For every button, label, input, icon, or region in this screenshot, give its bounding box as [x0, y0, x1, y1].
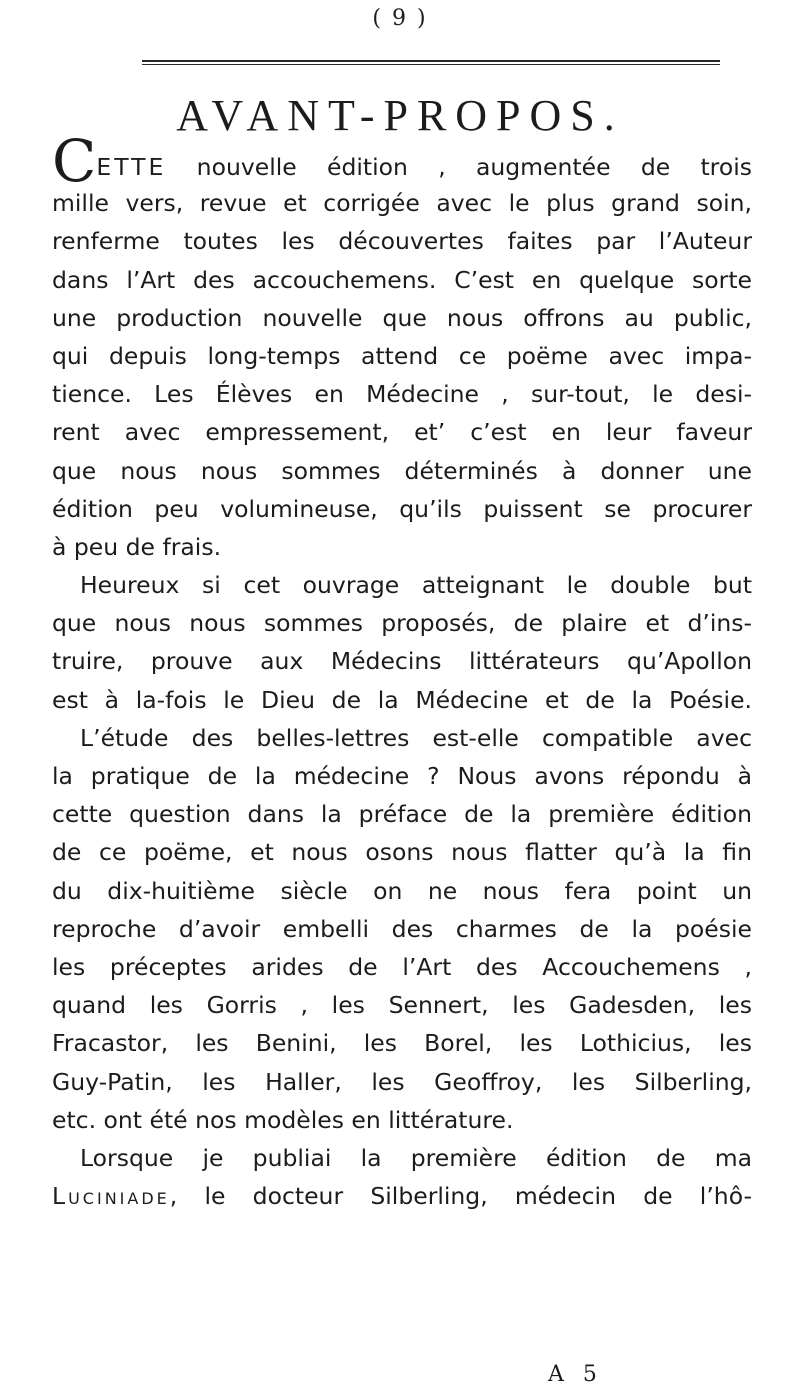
text-line-1: CETTE nouvelle édition , augmentée de trois [52, 127, 752, 195]
paragraph-start: Lorsque je publiai la première édition de ma [80, 1143, 752, 1172]
text-line: rent avec empressement, et’ c’est en leur faveur [52, 418, 752, 447]
drop-cap: C [52, 127, 97, 195]
text-line: la pratique de la médecine ? Nous avons répondu à [52, 762, 752, 790]
signature-mark: A 5 [548, 1362, 603, 1387]
title-caps: Luciniade [52, 1182, 170, 1211]
text-line: dans l’Art des accouchemens. C’est en quelque sorte [52, 265, 752, 294]
opening-caps: ETTE [96, 153, 167, 181]
text-line: Guy-Patin, les Haller, les Geoffroy, les Silberling, [52, 1067, 752, 1096]
text-line: quand les Gorris , les Sennert, les Gadesden, les [52, 991, 752, 1020]
text-line: que nous nous sommes déterminés à donner une [52, 456, 752, 485]
paragraph-start: Heureux si cet ouvrage atteignant le double but [80, 571, 752, 600]
text-line: etc. ont été nos modèles en littérature. [52, 1105, 514, 1134]
text-line: à peu de frais. [52, 532, 222, 561]
page-title: AVANT-PROPOS. [176, 91, 624, 140]
text-line: édition peu volumineuse, qu’ils puissent se procurer [52, 494, 752, 523]
text-line: mille vers, revue et corrigée avec le plus grand soin, [52, 189, 752, 218]
text-line: les préceptes arides de l’Art des Accouchemens , [52, 952, 752, 981]
text-line-final: Luciniade, le docteur Silberling, médecin de l’hô- [52, 1182, 752, 1211]
text-line: truire, prouve aux Médecins littérateurs qu’Apollon [52, 647, 752, 676]
text-line: de ce poëme, et nous osons nous flatter qu’à la fin [52, 838, 752, 867]
text-line: une production nouvelle que nous offrons au public, [52, 303, 752, 332]
text-line: tience. Les Élèves en Médecine , sur-tout, le desi- [52, 380, 752, 409]
text-line: que nous nous sommes proposés, de plaire et d’ins- [52, 609, 752, 638]
text-line: Fracastor, les Benini, les Borel, les Lothicius, les [52, 1029, 752, 1058]
paragraph-start: L’étude des belles-lettres est-elle compatible avec [80, 723, 752, 752]
header-rule [142, 60, 720, 62]
header-rule-thin [142, 64, 720, 65]
page-number: ( 9 ) [372, 6, 428, 31]
text-line: qui depuis long-temps attend ce poëme avec impa- [52, 341, 752, 370]
body-text [52, 127, 752, 1215]
text-line: renferme toutes les découvertes faites par l’Auteur [52, 227, 752, 256]
text-line: cette question dans la préface de la première édition [52, 800, 752, 829]
text-line: reproche d’avoir embelli des charmes de la poésie [52, 914, 752, 943]
text-line: est à la-fois le Dieu de la Médecine et de la Poésie. [52, 685, 752, 714]
text-line: du dix-huitième siècle on ne nous fera point un [52, 876, 752, 905]
